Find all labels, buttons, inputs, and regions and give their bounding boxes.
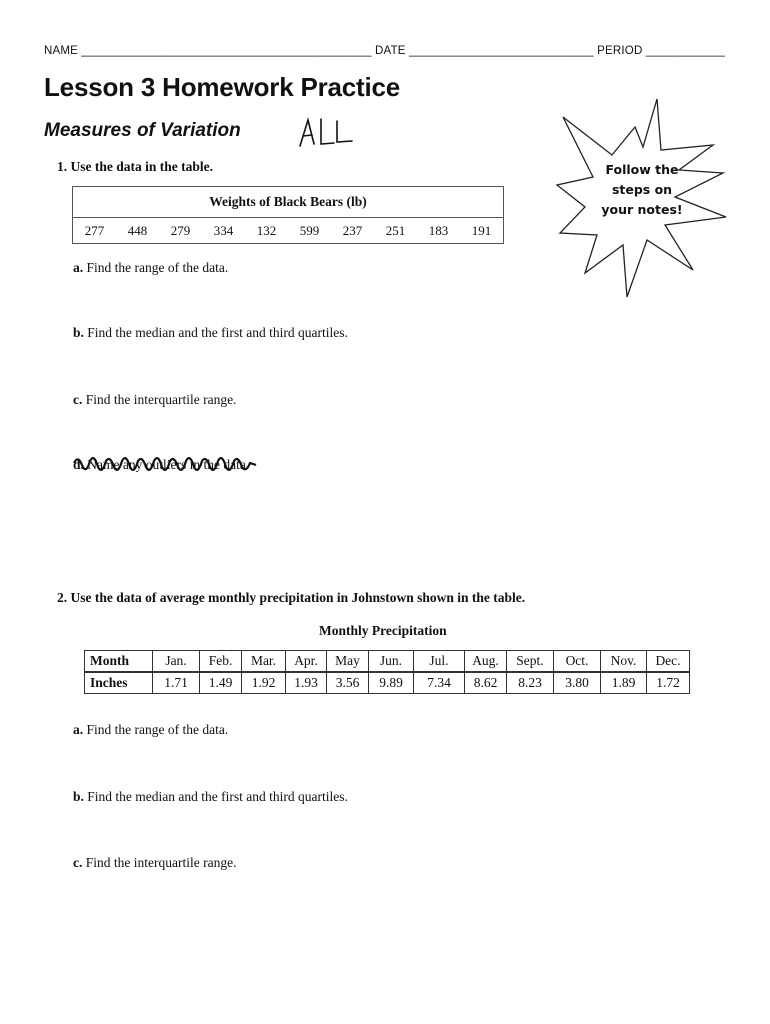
black-bears-table xyxy=(72,186,504,244)
table-cell: 3.80 xyxy=(554,672,601,694)
part-letter: d. xyxy=(73,457,84,472)
table-cell: 132 xyxy=(256,222,277,238)
callout-line: steps on xyxy=(611,182,673,197)
part-letter: c. xyxy=(73,855,83,870)
table-cell: Oct. xyxy=(554,651,601,673)
table-cell: 1.89 xyxy=(601,672,647,694)
table-cell: 8.62 xyxy=(465,672,507,694)
row-header: Inches xyxy=(85,672,153,694)
table-cell: 7.34 xyxy=(414,672,465,694)
part-text: Find the interquartile range. xyxy=(82,855,237,870)
period-field[interactable]: ____________ xyxy=(642,45,725,57)
table-cell: 1.92 xyxy=(242,672,286,694)
question-2-prompt: 2. Use the data of average monthly precipitation in Johnstown shown in the table. xyxy=(57,590,526,605)
callout-line: Follow the xyxy=(605,162,679,177)
table-cell: Jul. xyxy=(414,651,465,673)
table-cell: Apr. xyxy=(286,651,327,673)
page-subtitle: Measures of Variation xyxy=(44,120,241,141)
handwritten-all-annotation xyxy=(296,116,356,150)
table-title: Weights of Black Bears (lb) xyxy=(73,187,503,218)
question-1-prompt: 1. Use the data in the table. xyxy=(57,159,213,174)
student-info-line xyxy=(44,45,734,57)
table-cell: 183 xyxy=(428,222,449,238)
table-cell: 8.23 xyxy=(507,672,554,694)
table-row xyxy=(85,651,690,673)
table-cell: Dec. xyxy=(647,651,690,673)
name-field[interactable]: ____________________________________________ xyxy=(78,45,376,57)
date-field[interactable]: ____________________________ xyxy=(405,45,598,57)
callout-line: your notes! xyxy=(601,202,683,217)
table-cell: Jun. xyxy=(369,651,414,673)
table-cell: May xyxy=(327,651,369,673)
part-letter: a. xyxy=(73,722,84,737)
table-cell: 1.49 xyxy=(200,672,242,694)
table-cell: 334 xyxy=(213,222,234,238)
question-1c xyxy=(73,392,236,408)
page-title: Lesson 3 Homework Practice xyxy=(44,72,401,102)
table-cell: 448 xyxy=(127,222,148,238)
part-letter: b. xyxy=(73,789,84,804)
question-2a xyxy=(73,722,228,738)
table-cell: 237 xyxy=(342,222,363,238)
table-cell: 9.89 xyxy=(369,672,414,694)
question-2b xyxy=(73,789,348,805)
table-cell: 1.71 xyxy=(153,672,200,694)
table-cell: Sept. xyxy=(507,651,554,673)
monthly-precipitation-table xyxy=(84,650,690,694)
table-row xyxy=(85,672,690,694)
table-cell: 1.72 xyxy=(647,672,690,694)
period-label: PERIOD xyxy=(597,45,643,57)
table-cell: 279 xyxy=(170,222,191,238)
question-1a xyxy=(73,260,228,276)
table-cell: 599 xyxy=(299,222,320,238)
table-cell: Jan. xyxy=(153,651,200,673)
part-text: Find the interquartile range. xyxy=(82,392,237,407)
part-text: Find the median and the first and third quartiles. xyxy=(83,789,348,804)
part-letter: a. xyxy=(73,260,84,275)
table-cell: 1.93 xyxy=(286,672,327,694)
table-cell: Nov. xyxy=(601,651,647,673)
table-cell: Mar. xyxy=(242,651,286,673)
part-letter: c. xyxy=(73,392,83,407)
question-1b xyxy=(73,325,348,341)
table-cell: 277 xyxy=(84,222,105,238)
part-text: Find the median and the first and third quartiles. xyxy=(83,325,348,340)
table-title: Monthly Precipitation xyxy=(319,623,447,638)
question-2c xyxy=(73,855,236,871)
part-letter: b. xyxy=(73,325,84,340)
name-label: NAME xyxy=(44,45,79,57)
table-cell: Feb. xyxy=(200,651,242,673)
row-header: Month xyxy=(85,651,153,673)
part-text: Name any outliers in the data. xyxy=(83,457,250,472)
part-text: Find the range of the data. xyxy=(83,260,229,275)
scribble-strikethrough xyxy=(72,453,258,477)
table-cell: 191 xyxy=(471,222,492,238)
callout-text xyxy=(582,160,702,220)
table-row xyxy=(73,218,503,243)
table-cell: 3.56 xyxy=(327,672,369,694)
date-label: DATE xyxy=(375,45,406,57)
part-text: Find the range of the data. xyxy=(83,722,229,737)
table-cell: 251 xyxy=(385,222,406,238)
table-cell: Aug. xyxy=(465,651,507,673)
